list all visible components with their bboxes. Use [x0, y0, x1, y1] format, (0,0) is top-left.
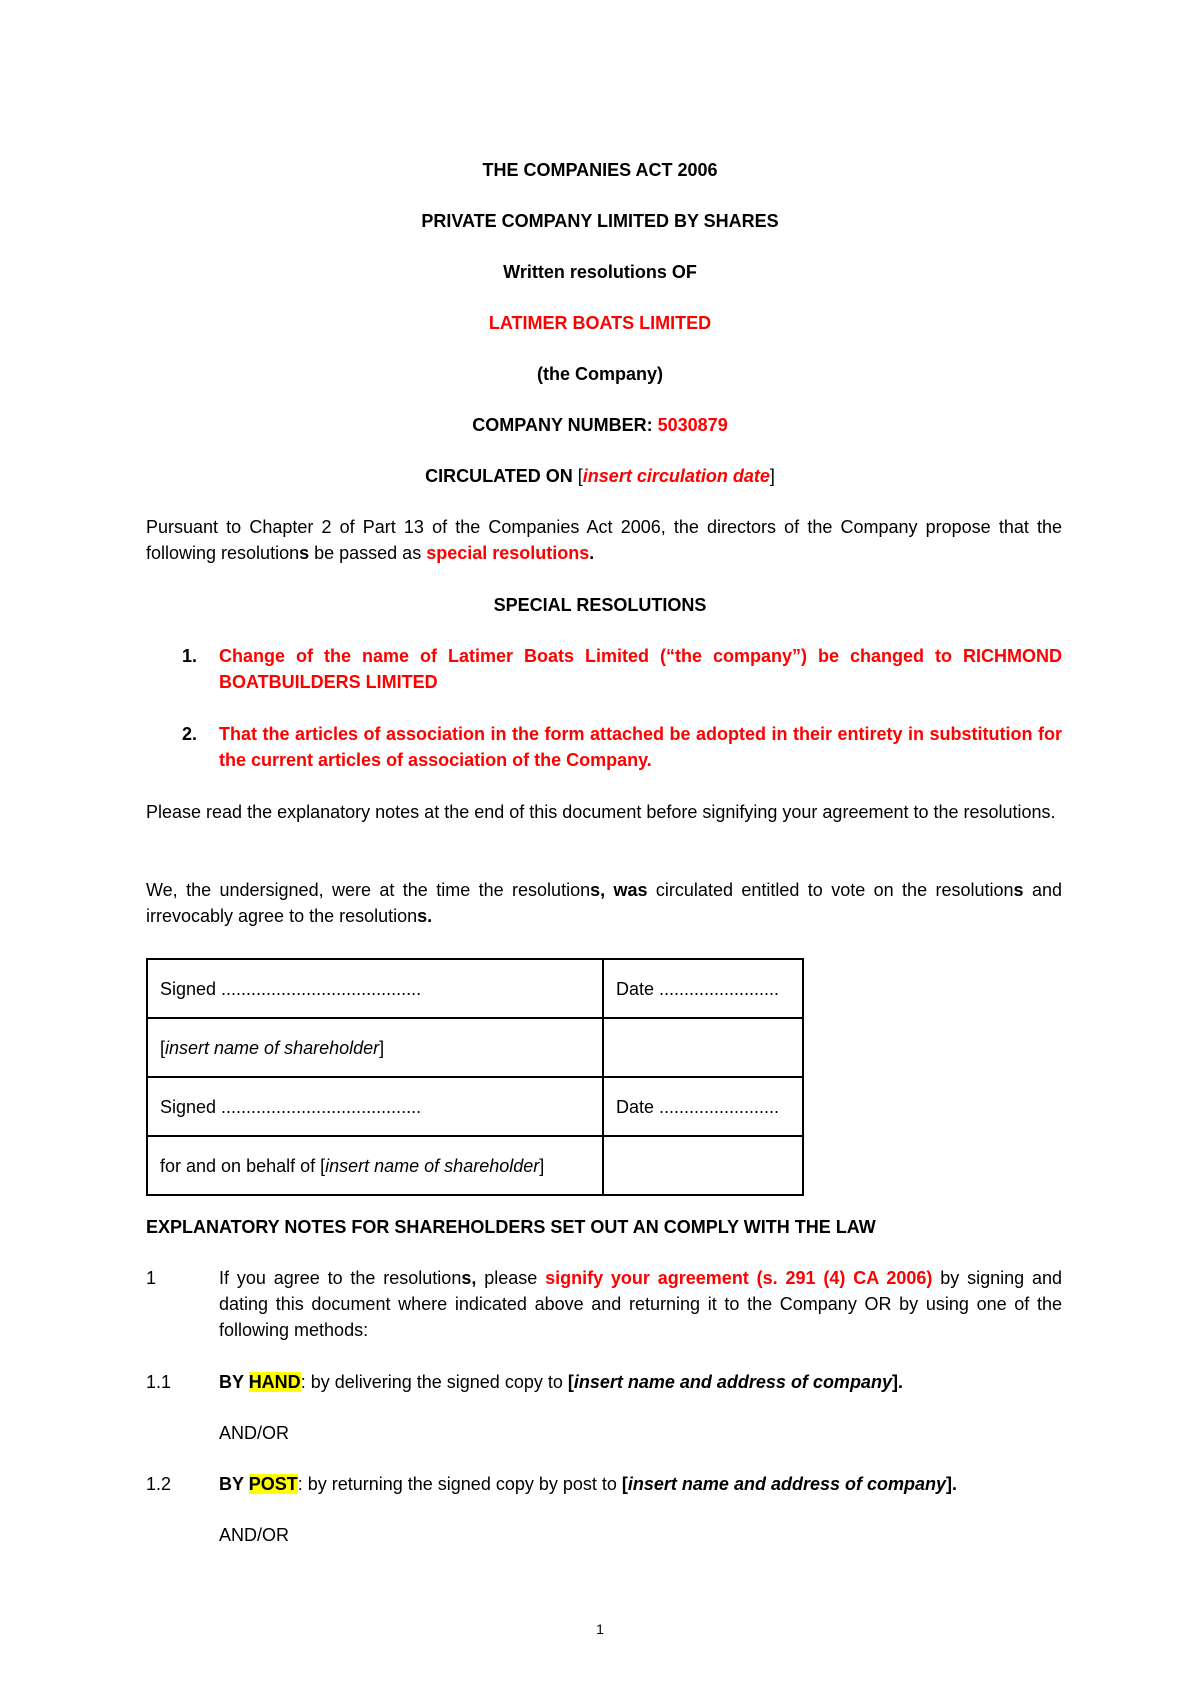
note-1-2-close: ]. [946, 1474, 957, 1494]
note-1-2-open: [ [621, 1474, 628, 1494]
undersigned-p3: and irrevocably agree to the resolution [146, 880, 1062, 926]
name2-prefix: for and on behalf of [ [160, 1155, 326, 1176]
note-1-signify: signify your agreement (s. 291 (4) CA 2006) [545, 1268, 933, 1288]
note-1-1-by: BY [219, 1372, 249, 1392]
circulated-value: insert circulation date [582, 466, 770, 486]
circulated-on [0, 463, 1200, 489]
date-field-2[interactable]: Date ........................ [603, 1077, 803, 1136]
note-1-a: If you agree to the resolution [219, 1268, 462, 1288]
circulated-close: ] [769, 466, 775, 486]
note-1-2-number: 1.2 [146, 1474, 172, 1494]
intro-dot: . [589, 543, 595, 563]
shareholder-name-1[interactable] [147, 1018, 603, 1077]
act-title: THE COMPANIES ACT 2006 [482, 160, 718, 180]
empty-cell-1 [603, 1018, 803, 1077]
circulated-label: CIRCULATED ON [425, 466, 578, 486]
note-1-s: s, [461, 1268, 477, 1288]
note-1-1-number: 1.1 [146, 1372, 172, 1392]
undersigned-s1: s, [590, 880, 606, 900]
special-heading: SPECIAL RESOLUTIONS [493, 595, 707, 615]
andor-1-text: AND/OR [219, 1423, 290, 1443]
note-1-2-by: BY [219, 1474, 249, 1494]
name2-close: ] [539, 1155, 545, 1176]
empty-cell-2 [603, 1136, 803, 1195]
undersigned-p2: circulated entitled to vote on the resolution [647, 880, 1014, 900]
signed-field-2[interactable]: Signed ........................................ [147, 1077, 603, 1136]
note-1-1-insert: insert name and address of company [573, 1372, 892, 1392]
note-1-b: please [476, 1268, 546, 1288]
signed-field-1[interactable]: Signed ........................................ [147, 959, 603, 1018]
date-field-1[interactable]: Date ........................ [603, 959, 803, 1018]
signature-row [147, 1077, 803, 1136]
undersigned-was: was [605, 880, 648, 900]
intro-special: special resolutions [426, 543, 590, 563]
note-1-2-a: : by returning the signed copy by post to [297, 1474, 622, 1494]
andor-2-text: AND/OR [219, 1525, 290, 1545]
intro-text2: be passed as [309, 543, 427, 563]
undersigned-p1: We, the undersigned, were at the time the resolution [146, 880, 591, 900]
company-number-label: COMPANY NUMBER: [472, 415, 658, 435]
name-row [147, 1136, 803, 1195]
note-1-number: 1 [146, 1268, 157, 1288]
shareholder-name-2[interactable] [147, 1136, 603, 1195]
resolutions-of: Written resolutions OF [503, 262, 697, 282]
page-number: 1 [596, 1621, 604, 1637]
note-1-1-text [219, 1369, 1062, 1395]
name1-open: [ [160, 1037, 166, 1058]
intro-text1: Pursuant to Chapter 2 of Part 13 of the Companies Act 2006, the directors of the Company propose that the following resolution [146, 517, 1062, 563]
read-notes: Please read the explanatory notes at the end of this document before signifying your agreement to the resolutions. [146, 802, 1056, 822]
undersigned-s2: s [1013, 880, 1024, 900]
company-name: LATIMER BOATS LIMITED [488, 313, 712, 333]
name-row [147, 1018, 803, 1077]
note-1-1-open: [ [567, 1372, 574, 1392]
resolution-1-text: Change of the name of Latimer Boats Limited (“the company”) be changed to RICHMOND BOATBUILDERS LIMITED [219, 646, 1062, 692]
company-number [0, 412, 1200, 438]
resolution-2-number: 2. [182, 724, 198, 744]
company-number-value: 5030879 [657, 415, 728, 435]
resolution-1-number: 1. [182, 646, 198, 666]
note-1-1-close: ]. [891, 1372, 903, 1392]
signature-table [146, 958, 804, 1196]
name2-value: insert name of shareholder [325, 1155, 540, 1176]
the-company: (the Company) [537, 364, 663, 384]
note-1-2-text [219, 1471, 1062, 1497]
note-1-c: by signing and dating this document where indicated above and returning it to the Company OR by using one of the following methods: [219, 1268, 1063, 1340]
name1-value: insert name of shareholder [165, 1037, 380, 1058]
signature-row [147, 959, 803, 1018]
intro-paragraph [146, 514, 1062, 566]
note-1-1-a: : by delivering the signed copy to [300, 1372, 568, 1392]
intro-s: s [299, 543, 310, 563]
note-1-text [219, 1265, 1062, 1343]
name1-close: ] [379, 1037, 385, 1058]
company-type: PRIVATE COMPANY LIMITED BY SHARES [421, 211, 779, 231]
notes-heading: EXPLANATORY NOTES FOR SHAREHOLDERS SET OUT AN COMPLY WITH THE LAW [146, 1217, 876, 1237]
undersigned-paragraph [146, 877, 1062, 929]
resolution-2-text: That the articles of association in the form attached be adopted in their entirety in substitution for the current articles of association of the Company. [219, 724, 1062, 770]
undersigned-s3: s. [417, 906, 433, 926]
note-1-2-post: POST [248, 1474, 298, 1494]
note-1-1-hand: HAND [248, 1372, 301, 1392]
circulated-open: [ [577, 466, 583, 486]
note-1-2-insert: insert name and address of company [627, 1474, 946, 1494]
